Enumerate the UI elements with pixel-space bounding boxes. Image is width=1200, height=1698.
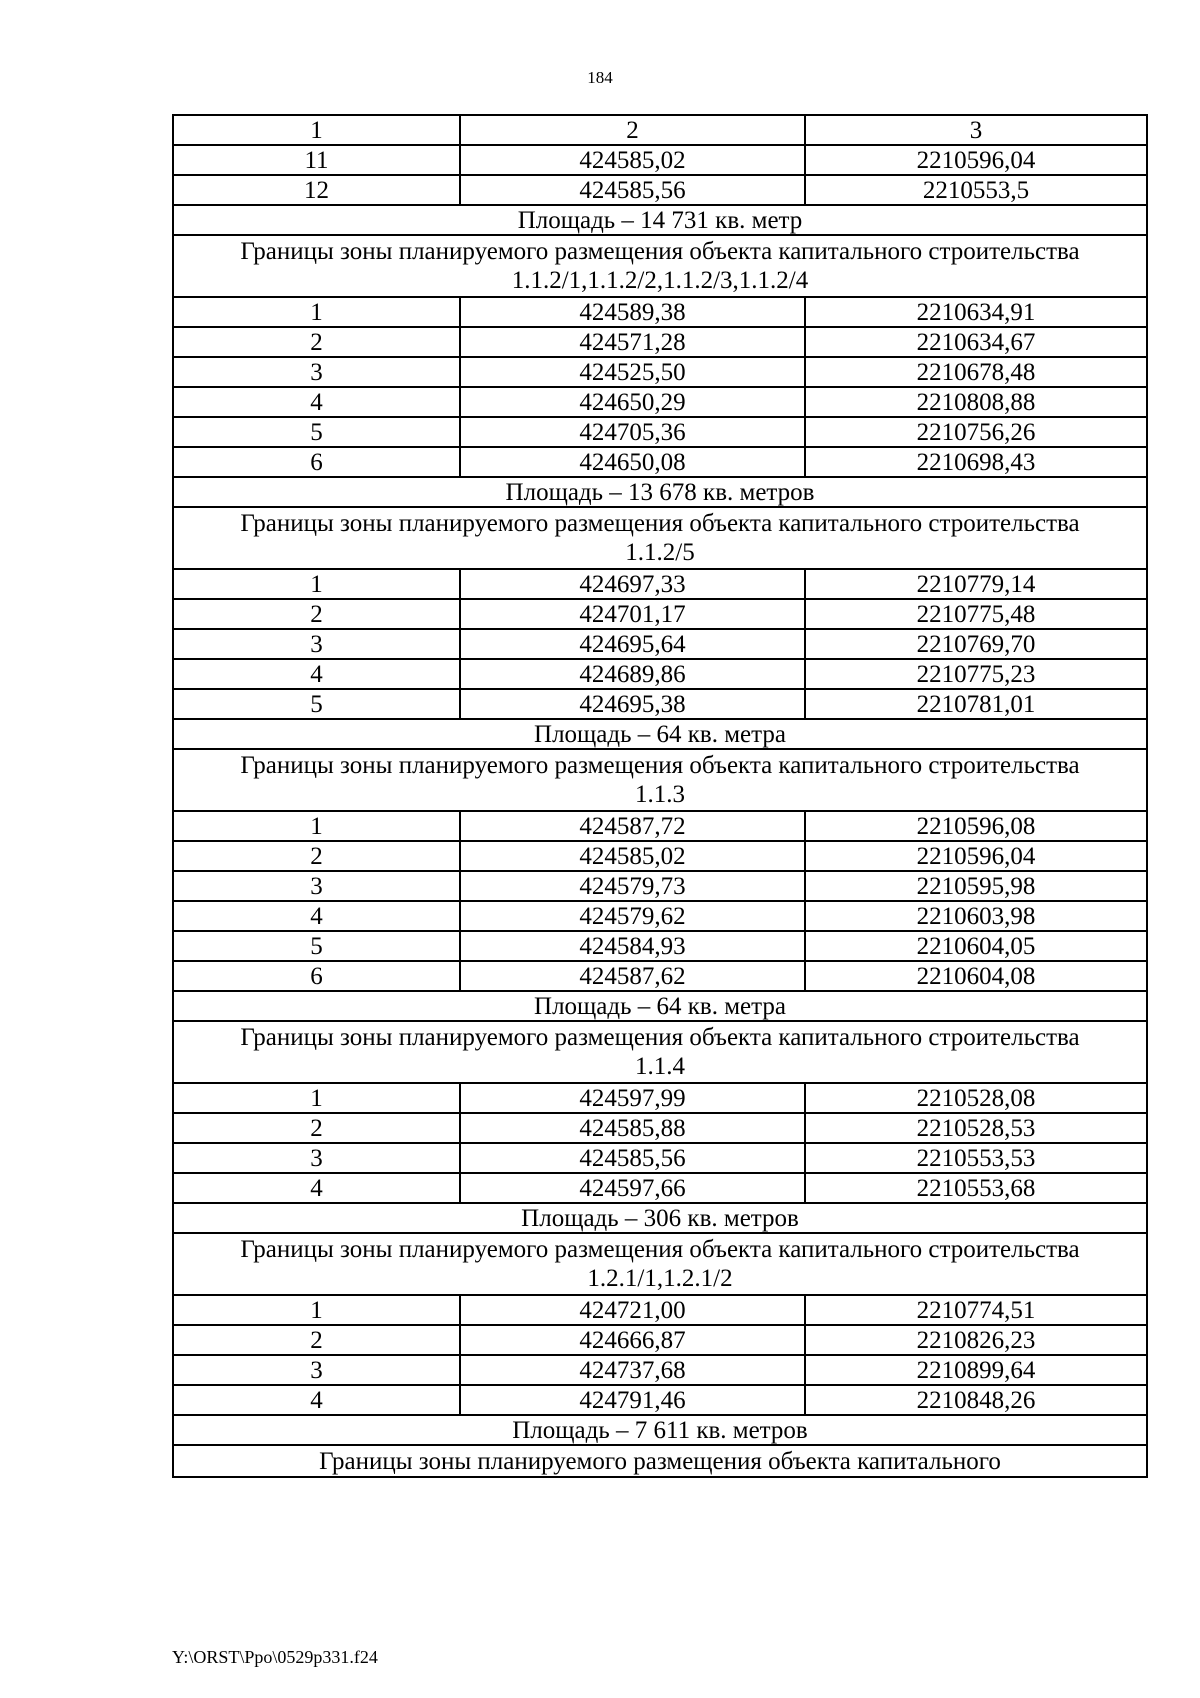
header-cell-y: 3 (805, 115, 1147, 145)
header-cell-x: 2 (460, 115, 805, 145)
x-coordinate-cell: 424791,46 (460, 1385, 805, 1415)
coordinates-table-body (173, 115, 1147, 1477)
area-row (173, 1415, 1147, 1445)
header-cell-number: 1 (173, 115, 460, 145)
footer-file-path: Y:\ORST\Ppo\0529p331.f24 (172, 1647, 378, 1667)
point-number-cell: 4 (173, 1385, 460, 1415)
x-coordinate-cell: 424695,64 (460, 629, 805, 659)
zone-heading-cell: Границы зоны планируемого размещения объекта капитального строительства 1.1.2/1,1.1.2/2,1.1.2/3,1.1.2/4 (173, 235, 1147, 297)
point-number-cell: 2 (173, 599, 460, 629)
y-coordinate-cell: 2210553,68 (805, 1173, 1147, 1203)
y-coordinate-cell: 2210775,48 (805, 599, 1147, 629)
table-row (173, 811, 1147, 841)
y-coordinate-cell: 2210634,67 (805, 327, 1147, 357)
area-cell: Площадь – 64 кв. метра (173, 719, 1147, 749)
y-coordinate-cell: 2210553,5 (805, 175, 1147, 205)
y-coordinate-cell: 2210678,48 (805, 357, 1147, 387)
x-coordinate-cell: 424579,73 (460, 871, 805, 901)
point-number-cell: 3 (173, 357, 460, 387)
y-coordinate-cell: 2210634,91 (805, 297, 1147, 327)
x-coordinate-cell: 424584,93 (460, 931, 805, 961)
x-coordinate-cell: 424585,56 (460, 1143, 805, 1173)
point-number-cell: 4 (173, 1173, 460, 1203)
area-row (173, 477, 1147, 507)
zone-heading-row (173, 235, 1147, 297)
table-row (173, 629, 1147, 659)
point-number-cell: 2 (173, 1113, 460, 1143)
table-row (173, 357, 1147, 387)
point-number-cell: 3 (173, 1143, 460, 1173)
point-number-cell: 11 (173, 145, 460, 175)
table-row (173, 327, 1147, 357)
point-number-cell: 6 (173, 447, 460, 477)
x-coordinate-cell: 424689,86 (460, 659, 805, 689)
y-coordinate-cell: 2210756,26 (805, 417, 1147, 447)
area-row (173, 991, 1147, 1021)
table-row (173, 841, 1147, 871)
point-number-cell: 5 (173, 417, 460, 447)
table-row (173, 931, 1147, 961)
area-cell: Площадь – 14 731 кв. метр (173, 205, 1147, 235)
area-row (173, 205, 1147, 235)
area-cell: Площадь – 7 611 кв. метров (173, 1415, 1147, 1445)
zone-heading-cell: Границы зоны планируемого размещения объекта капитального строительства 1.1.3 (173, 749, 1147, 811)
table-row (173, 175, 1147, 205)
y-coordinate-cell: 2210826,23 (805, 1325, 1147, 1355)
point-number-cell: 3 (173, 1355, 460, 1385)
table-row (173, 297, 1147, 327)
x-coordinate-cell: 424571,28 (460, 327, 805, 357)
table-row (173, 1173, 1147, 1203)
y-coordinate-cell: 2210775,23 (805, 659, 1147, 689)
zone-heading-row (173, 507, 1147, 569)
point-number-cell: 1 (173, 811, 460, 841)
table-row (173, 689, 1147, 719)
table-row (173, 1385, 1147, 1415)
zone-heading-row (173, 1021, 1147, 1083)
zone-heading-cell: Границы зоны планируемого размещения объекта капитального (173, 1445, 1147, 1477)
table-row (173, 961, 1147, 991)
x-coordinate-cell: 424697,33 (460, 569, 805, 599)
y-coordinate-cell: 2210604,08 (805, 961, 1147, 991)
point-number-cell: 12 (173, 175, 460, 205)
x-coordinate-cell: 424695,38 (460, 689, 805, 719)
point-number-cell: 2 (173, 1325, 460, 1355)
x-coordinate-cell: 424705,36 (460, 417, 805, 447)
table-row (173, 387, 1147, 417)
table-row (173, 145, 1147, 175)
area-cell: Площадь – 306 кв. метров (173, 1203, 1147, 1233)
page-number: 184 (587, 68, 613, 87)
point-number-cell: 1 (173, 1295, 460, 1325)
area-cell: Площадь – 13 678 кв. метров (173, 477, 1147, 507)
x-coordinate-cell: 424666,87 (460, 1325, 805, 1355)
y-coordinate-cell: 2210774,51 (805, 1295, 1147, 1325)
table-header-row (173, 115, 1147, 145)
x-coordinate-cell: 424650,08 (460, 447, 805, 477)
point-number-cell: 1 (173, 1083, 460, 1113)
y-coordinate-cell: 2210528,53 (805, 1113, 1147, 1143)
y-coordinate-cell: 2210596,04 (805, 841, 1147, 871)
y-coordinate-cell: 2210848,26 (805, 1385, 1147, 1415)
x-coordinate-cell: 424597,66 (460, 1173, 805, 1203)
x-coordinate-cell: 424587,72 (460, 811, 805, 841)
y-coordinate-cell: 2210899,64 (805, 1355, 1147, 1385)
y-coordinate-cell: 2210698,43 (805, 447, 1147, 477)
zone-heading-row (173, 1445, 1147, 1477)
point-number-cell: 1 (173, 569, 460, 599)
table-row (173, 1295, 1147, 1325)
table-row (173, 1143, 1147, 1173)
table-row (173, 871, 1147, 901)
point-number-cell: 2 (173, 841, 460, 871)
area-row (173, 719, 1147, 749)
x-coordinate-cell: 424701,17 (460, 599, 805, 629)
x-coordinate-cell: 424585,02 (460, 841, 805, 871)
y-coordinate-cell: 2210808,88 (805, 387, 1147, 417)
point-number-cell: 4 (173, 659, 460, 689)
table-row (173, 447, 1147, 477)
x-coordinate-cell: 424579,62 (460, 901, 805, 931)
y-coordinate-cell: 2210781,01 (805, 689, 1147, 719)
point-number-cell: 5 (173, 689, 460, 719)
table-row (173, 1083, 1147, 1113)
y-coordinate-cell: 2210779,14 (805, 569, 1147, 599)
table-row (173, 901, 1147, 931)
y-coordinate-cell: 2210528,08 (805, 1083, 1147, 1113)
point-number-cell: 4 (173, 387, 460, 417)
zone-heading-cell: Границы зоны планируемого размещения объекта капитального строительства 1.1.4 (173, 1021, 1147, 1083)
point-number-cell: 2 (173, 327, 460, 357)
x-coordinate-cell: 424585,56 (460, 175, 805, 205)
point-number-cell: 5 (173, 931, 460, 961)
y-coordinate-cell: 2210604,05 (805, 931, 1147, 961)
y-coordinate-cell: 2210553,53 (805, 1143, 1147, 1173)
point-number-cell: 6 (173, 961, 460, 991)
x-coordinate-cell: 424525,50 (460, 357, 805, 387)
x-coordinate-cell: 424587,62 (460, 961, 805, 991)
x-coordinate-cell: 424585,88 (460, 1113, 805, 1143)
point-number-cell: 3 (173, 629, 460, 659)
x-coordinate-cell: 424721,00 (460, 1295, 805, 1325)
y-coordinate-cell: 2210595,98 (805, 871, 1147, 901)
zone-heading-cell: Границы зоны планируемого размещения объекта капитального строительства 1.2.1/1,1.2.1/2 (173, 1233, 1147, 1295)
table-row (173, 659, 1147, 689)
table-row (173, 1355, 1147, 1385)
point-number-cell: 1 (173, 297, 460, 327)
y-coordinate-cell: 2210596,08 (805, 811, 1147, 841)
x-coordinate-cell: 424589,38 (460, 297, 805, 327)
y-coordinate-cell: 2210769,70 (805, 629, 1147, 659)
table-row (173, 569, 1147, 599)
area-row (173, 1203, 1147, 1233)
table-row (173, 417, 1147, 447)
table-row (173, 599, 1147, 629)
x-coordinate-cell: 424597,99 (460, 1083, 805, 1113)
x-coordinate-cell: 424585,02 (460, 145, 805, 175)
y-coordinate-cell: 2210603,98 (805, 901, 1147, 931)
x-coordinate-cell: 424737,68 (460, 1355, 805, 1385)
point-number-cell: 4 (173, 901, 460, 931)
table-row (173, 1113, 1147, 1143)
zone-heading-cell: Границы зоны планируемого размещения объекта капитального строительства 1.1.2/5 (173, 507, 1147, 569)
y-coordinate-cell: 2210596,04 (805, 145, 1147, 175)
x-coordinate-cell: 424650,29 (460, 387, 805, 417)
table-row (173, 1325, 1147, 1355)
point-number-cell: 3 (173, 871, 460, 901)
zone-heading-row (173, 749, 1147, 811)
area-cell: Площадь – 64 кв. метра (173, 991, 1147, 1021)
coordinates-table (172, 114, 1148, 1478)
zone-heading-row (173, 1233, 1147, 1295)
